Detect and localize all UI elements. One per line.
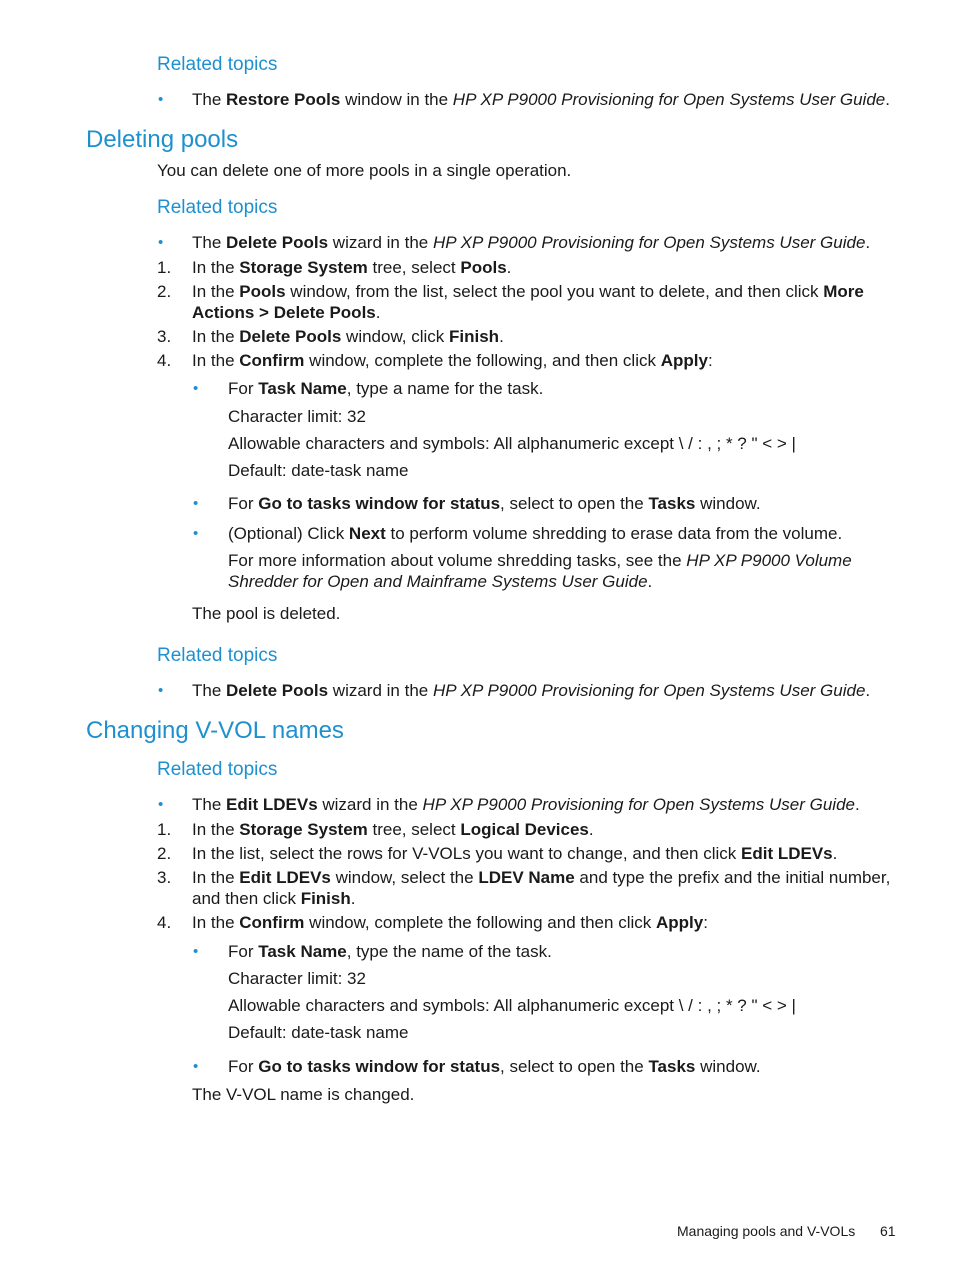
step-text-continued: and then click Finish.	[192, 889, 356, 908]
bullet-icon: •	[193, 380, 199, 397]
char-limit-note: Character limit: 32	[228, 969, 366, 988]
step-text-continued: Actions > Delete Pools.	[192, 303, 381, 322]
step-number: 4.	[157, 913, 172, 932]
step-number: 2.	[157, 282, 172, 301]
char-limit-note: Character limit: 32	[228, 407, 366, 426]
step-text: In the list, select the rows for V-VOLs you want to change, and then click Edit LDEVs.	[192, 844, 838, 863]
section-intro: You can delete one of more pools in a single operation.	[157, 161, 572, 180]
step-text: In the Pools window, from the list, select the pool you want to delete, and then click More	[192, 282, 864, 301]
allowable-chars-note: Allowable characters and symbols: All alphanumeric except \ / : , ; * ? " < > |	[228, 434, 796, 453]
step-text: In the Confirm window, complete the following and then click Apply:	[192, 913, 708, 932]
result-text: The pool is deleted.	[192, 604, 341, 623]
step-number: 3.	[157, 327, 172, 346]
sub-step-text: For Go to tasks window for status, select to open the Tasks window.	[228, 1057, 761, 1076]
section-heading-deleting-pools: Deleting pools	[86, 126, 239, 153]
sub-step-text: (Optional) Click Next to perform volume shredding to erase data from the volume.	[228, 524, 843, 543]
bullet-icon: •	[193, 525, 199, 542]
footer-section-title: Managing pools and V-VOLs	[677, 1223, 856, 1239]
related-topic-link[interactable]: The Restore Pools window in the HP XP P9000 Provisioning for Open Systems User Guide.	[192, 90, 890, 109]
step-number: 1.	[157, 820, 172, 839]
related-topics-heading: Related topics	[157, 645, 278, 666]
bullet-icon: •	[158, 796, 164, 813]
step-number: 3.	[157, 868, 172, 887]
step-text: In the Delete Pools window, click Finish.	[192, 327, 504, 346]
bullet-icon: •	[193, 943, 199, 960]
default-note: Default: date-task name	[228, 1023, 409, 1042]
sub-step-text: For Go to tasks window for status, select to open the Tasks window.	[228, 494, 761, 513]
bullet-icon: •	[158, 234, 164, 251]
bullet-icon: •	[193, 1058, 199, 1075]
allowable-chars-note: Allowable characters and symbols: All alphanumeric except \ / : , ; * ? " < > |	[228, 996, 796, 1015]
step-number: 1.	[157, 258, 172, 277]
bullet-icon: •	[193, 495, 199, 512]
footer-page-number: 61	[880, 1223, 896, 1239]
step-text: In the Edit LDEVs window, select the LDEV Name and type the prefix and the initial number,	[192, 868, 891, 887]
section-heading-changing-vvol-names: Changing V-VOL names	[86, 717, 344, 744]
related-topics-heading: Related topics	[157, 54, 278, 75]
step-text: In the Storage System tree, select Logical Devices.	[192, 820, 594, 839]
sub-step-text: For Task Name, type a name for the task.	[228, 379, 544, 398]
related-topics-heading: Related topics	[157, 197, 278, 218]
bullet-icon: •	[158, 682, 164, 699]
more-info-text: For more information about volume shredding tasks, see the HP XP P9000 Volume	[228, 551, 852, 570]
more-info-text-continued: Shredder for Open and Mainframe Systems User Guide.	[228, 572, 653, 591]
related-topic-link[interactable]: The Delete Pools wizard in the HP XP P9000 Provisioning for Open Systems User Guide.	[192, 681, 871, 700]
sub-step-text: For Task Name, type the name of the task.	[228, 942, 552, 961]
related-topics-heading: Related topics	[157, 759, 278, 780]
default-note: Default: date-task name	[228, 461, 409, 480]
bullet-icon: •	[158, 91, 164, 108]
step-number: 2.	[157, 844, 172, 863]
step-number: 4.	[157, 351, 172, 370]
result-text: The V-VOL name is changed.	[192, 1085, 415, 1104]
related-topic-link[interactable]: The Delete Pools wizard in the HP XP P9000 Provisioning for Open Systems User Guide.	[192, 233, 871, 252]
step-text: In the Storage System tree, select Pools.	[192, 258, 512, 277]
step-text: In the Confirm window, complete the following, and then click Apply:	[192, 351, 713, 370]
related-topic-link[interactable]: The Edit LDEVs wizard in the HP XP P9000 Provisioning for Open Systems User Guide.	[192, 795, 860, 814]
